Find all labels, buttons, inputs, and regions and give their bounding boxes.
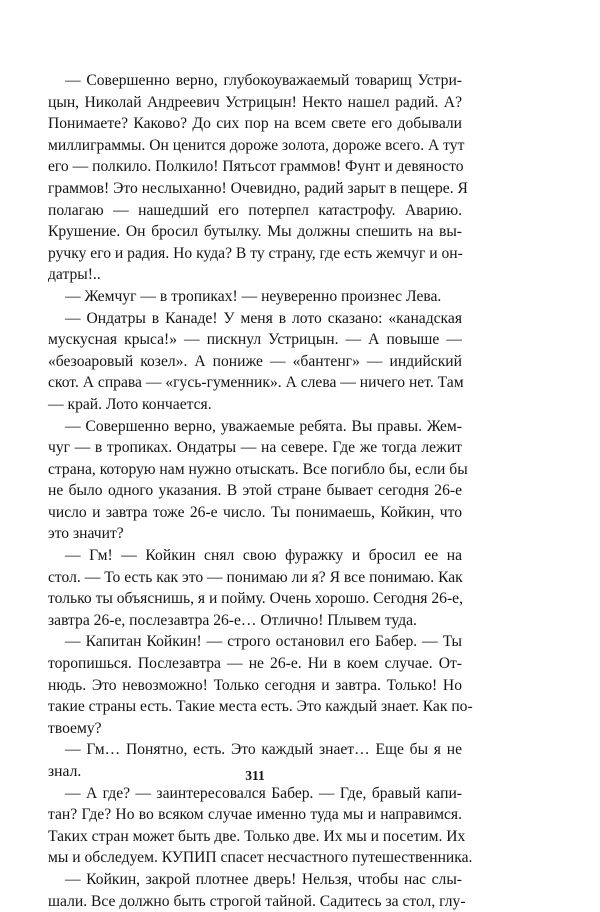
text-line: «безоаровый козел». А пониже — «бантенг» — индийский xyxy=(48,352,462,370)
text-line: Таких стран может быть две. Только две. Их мы и посетим. Их xyxy=(48,827,466,845)
text-line: — А где? — заинтересовался Бабер. — Где, бравый капи- xyxy=(65,784,462,802)
text-line: — Совершенно верно, глубокоуважаемый товарищ Устри- xyxy=(65,72,462,89)
text-line: шали. Все должно быть строгой тайной. Садитесь за стол, глу- xyxy=(48,892,466,910)
text-line: миллиграммы. Он ценится дороже золота, дороже всего. А тут xyxy=(48,136,465,154)
text-line: число и завтра тоже 26-е число. Ты понимаешь, Койкин, что xyxy=(48,503,462,521)
text-line: — Капитан Койкин! — строго остановил его Бабер. — Ты xyxy=(65,633,462,651)
text-line: — Гм! — Койкин снял свою фуражку и бросил ее на xyxy=(65,547,462,565)
text-line: нюдь. Это невозможно! Только сегодня и завтра. Только! Но xyxy=(48,676,462,694)
text-line: Крушение. Он бросил бутылку. Мы должны спешить на вы- xyxy=(48,223,462,241)
text-line: датры!.. xyxy=(48,266,101,284)
text-line: торопишься. Послезавтра — не 26-е. Ни в коем случае. От- xyxy=(48,655,462,673)
text-line: цын, Николай Андреевич Устрицын! Некто нашел радий. А? xyxy=(48,93,462,111)
text-line: — Совершенно верно, уважаемые ребята. Вы правы. Жем- xyxy=(65,417,462,435)
text-line: не было одного указания. В этой стране бывает сегодня 26-е xyxy=(48,482,462,500)
text-line: скот. А справа — «гусь-гуменник». А слева — ничего нет. Там xyxy=(48,374,464,392)
text-line: ручку его и радия. Но куда? В ту страну, где есть жемчуг и он- xyxy=(48,244,463,262)
text-line: такие страны есть. Такие места есть. Это каждый знает. Как по- xyxy=(48,698,473,716)
text-line: только ты объяснишь, я и пойму. Очень хорошо. Сегодня 26-е, xyxy=(48,590,463,608)
text-line: знал. xyxy=(48,763,82,780)
text-line: мы и обследуем. КУПИП спасет несчастного путешественника. xyxy=(48,849,473,867)
text-line: страна, которую нам нужно отыскать. Все погибло бы, если бы xyxy=(48,460,468,478)
text-line: чуг — в тропиках. Ондатры — на севере. Где же тогда лежит xyxy=(48,439,462,457)
text-line: тан? Где? Но во всяком случае именно туда мы и направимся. xyxy=(48,806,462,824)
text-line: — Жемчуг — в тропиках! — неуверенно произнес Лева. xyxy=(65,287,442,305)
text-line: Понимаете? Каково? До сих пор на всем свете его добывали xyxy=(48,115,462,133)
text-line: мускусная крыса!» — пискнул Устрицын. — А повыше — xyxy=(48,331,462,349)
text-line: — Ондатры в Канаде! У меня в лото сказано: «канадская xyxy=(65,309,462,327)
page-number: 311 xyxy=(245,768,265,783)
text-line: граммов! Это неслыханно! Очевидно, радий зарыт в пещере. Я xyxy=(48,179,468,197)
text-line: полагаю — нашедший его потерпел катастрофу. Аварию. xyxy=(48,201,462,219)
text-line: его — полкило. Полкило! Пятьсот граммов! Фунт и девяносто xyxy=(48,158,464,176)
text-line: — Гм… Понятно, есть. Это каждый знает… Еще бы я не xyxy=(65,741,462,759)
text-line: стол. — То есть как это — понимаю ли я? Я все понимаю. Как xyxy=(48,568,463,586)
text-line: это значит? xyxy=(48,525,124,543)
book-page-text xyxy=(48,70,473,912)
text-line: — Койкин, закрой плотнее дверь! Нельзя, чтобы нас слы- xyxy=(65,870,462,888)
text-line: завтра 26-е, послезавтра 26-е… Отлично! Плывем туда. xyxy=(48,611,417,629)
text-line: — край. Лото кончается. xyxy=(48,395,212,413)
text-line: твоему? xyxy=(48,719,102,737)
